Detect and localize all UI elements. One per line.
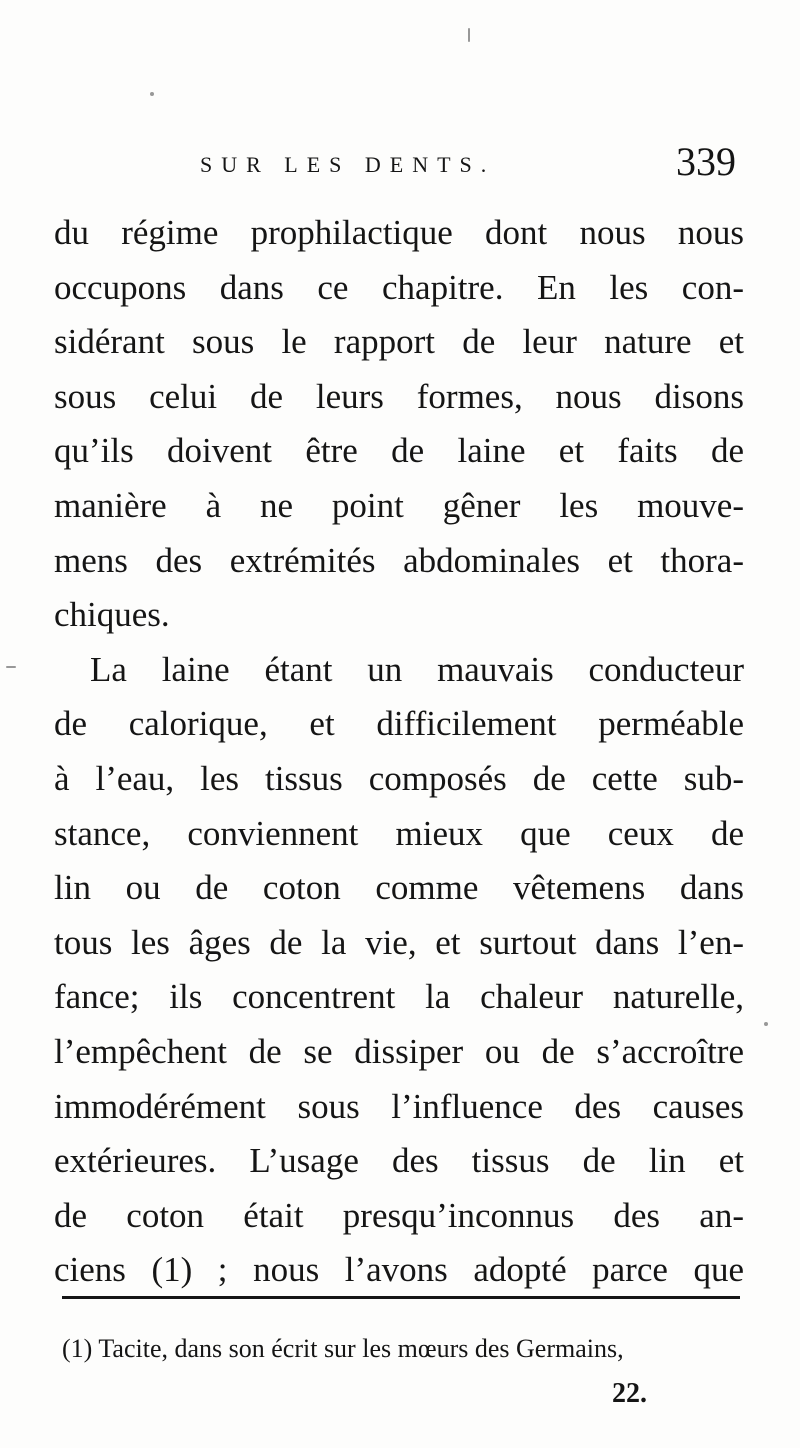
text-line: sidérant sous le rapport de leur nature et xyxy=(54,322,744,362)
text-line: stance, conviennent mieux que ceux de xyxy=(54,813,744,853)
text-line: du régime prophilactique dont nous nous xyxy=(54,213,744,252)
signature-mark: 22. xyxy=(612,1378,647,1409)
text-line: manière à ne point gêner les mouve- xyxy=(54,485,744,525)
footnote: (1) Tacite, dans son écrit sur les mœurs des Germains, xyxy=(62,1334,624,1363)
text-line: chiques. xyxy=(54,595,170,635)
text-line: ciens (1) ; nous l’avons adopté parce que xyxy=(54,1250,744,1290)
body-text xyxy=(54,206,744,1298)
text-line: La laine étant un mauvais conducteur xyxy=(90,649,744,689)
text-line: à l’eau, les tissus composés de cette sub- xyxy=(54,758,744,798)
text-line: l’empêchent de se dissiper ou de s’accroître xyxy=(54,1031,744,1071)
text-line: fance; ils concentrent la chaleur naturelle, xyxy=(54,977,744,1017)
text-line: lin ou de coton comme vêtemens dans xyxy=(54,868,744,908)
paper-speck xyxy=(764,1022,768,1026)
running-head: SUR LES DENTS. xyxy=(200,152,496,177)
text-line: mens des extrémités abdominales et thora- xyxy=(54,540,744,580)
page-number: 339 xyxy=(676,139,736,184)
text-line: immodérément sous l’influence des causes xyxy=(54,1086,744,1126)
text-line: occupons dans ce chapitre. En les con- xyxy=(54,267,744,307)
paper-speck xyxy=(150,92,154,96)
text-line: de coton était presqu’inconnus des an- xyxy=(54,1195,744,1235)
paper-speck xyxy=(468,28,470,42)
paper-speck xyxy=(6,666,16,668)
text-line: de calorique, et difficilement perméable xyxy=(54,704,744,744)
text-line: qu’ils doivent être de laine et faits de xyxy=(54,431,744,471)
text-line: tous les âges de la vie, et surtout dans l’en- xyxy=(54,922,744,962)
text-line: extérieures. L’usage des tissus de lin et xyxy=(54,1141,744,1181)
footnote-divider xyxy=(62,1296,740,1299)
text-line: sous celui de leurs formes, nous disons xyxy=(54,376,744,416)
